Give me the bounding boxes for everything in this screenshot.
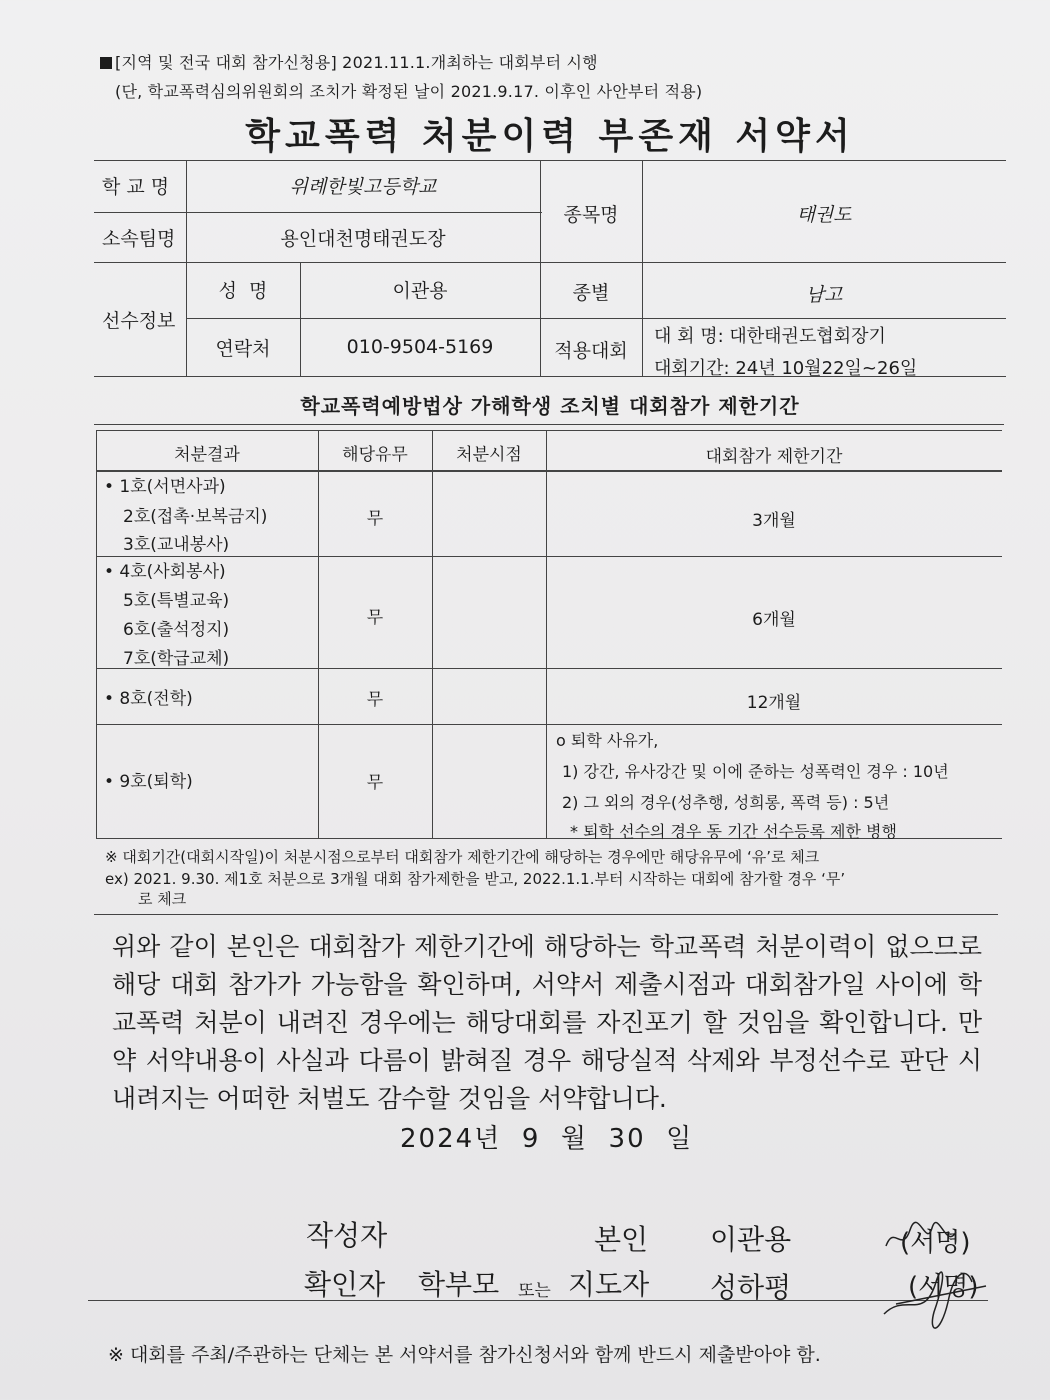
table-vdivider <box>432 430 433 838</box>
table-top-border <box>96 430 1002 431</box>
pledge-date: 2024년 9 월 30 일 <box>400 1124 694 1154</box>
table-vdivider <box>546 430 547 838</box>
name-value: 이관용 <box>392 280 448 302</box>
table-cell-period-line: 1) 강간, 유사강간 및 이에 준하는 성폭력인 경우 : 10년 <box>562 762 949 781</box>
table-cell-period-line: 2) 그 외의 경우(성추행, 성희롱, 폭력 등) : 5년 <box>562 793 890 812</box>
table-cell-period: 6개월 <box>752 610 796 630</box>
footer-note: ※ 대회를 주최/주관하는 단체는 본 서약서를 참가신청서와 함께 반드시 제출받아야 함. <box>108 1344 821 1366</box>
team-value: 용인대천명태권도장 <box>280 228 446 250</box>
coach-label: 지도자 <box>568 1268 650 1301</box>
info-divider <box>186 318 1006 319</box>
table-cell-item: 2호(접촉·보복금지) <box>123 507 268 527</box>
table-cell-period-line: o 퇴학 사유가, <box>556 731 659 750</box>
pledge-text: 위와 같이 본인은 대회참가 제한기간에 해당하는 학교폭력 처분이력이 없으므로 해당 대회 참가가 가능함을 확인하며, 서약서 제출시점과 대회참가일 사이에 학교폭력 처분이 내려진 경우에는 해당대회를 자진포기 할 것임을 확인합니다. 만약 서약내용이 사실과 다름이 밝혀질 경우 해당실적 삭제와 부정선수로 판단 시 내려지는 어떠한 처벌도 감수할 것임을 서약합니다. <box>112 932 982 1113</box>
subtitle-underline <box>94 424 1004 425</box>
table-cell-period-line: * 퇴학 선수의 경우 동 기간 선수등록 제한 병행 <box>570 822 897 841</box>
table-cell-item: 5호(특별교육) <box>123 591 230 611</box>
table-row-divider <box>96 724 1002 725</box>
column-header: 처분결과 <box>174 445 240 465</box>
writer-label: 작성자 <box>306 1219 388 1252</box>
table-cell-item: • 8호(전학) <box>104 689 193 709</box>
contact-label: 연락처 <box>215 338 271 360</box>
column-header: 해당유무 <box>342 445 408 465</box>
handwritten-signature-confirmer <box>876 1252 996 1342</box>
signature-underline <box>88 1300 988 1301</box>
column-header: 대회참가 제한기간 <box>705 447 843 467</box>
table-row-divider <box>96 556 1002 557</box>
team-label: 소속팀명 <box>102 228 176 250</box>
school-label: 학 교 명 <box>102 176 170 198</box>
table-vdivider <box>96 430 97 838</box>
writer-sign-label: (서명) <box>900 1228 971 1258</box>
table-cell-item: • 1호(서면사과) <box>104 477 226 497</box>
or-label: 또는 <box>518 1281 551 1301</box>
restriction-title: 학교폭력예방법상 가해학생 조치별 대회참가 제한기간 <box>300 394 800 418</box>
confirmer-label: 확인자 <box>304 1268 386 1301</box>
event-label: 적용대회 <box>554 340 628 362</box>
table-cell-item: • 4호(사회봉사) <box>104 562 226 582</box>
table-header-border <box>96 470 1002 472</box>
parent-label: 학부모 <box>418 1268 500 1301</box>
writer-name: 이관용 <box>710 1223 792 1256</box>
gender-value: 남고 <box>805 284 843 306</box>
notice-line-1 <box>100 50 598 73</box>
column-header: 처분시점 <box>456 445 522 465</box>
info-divider <box>94 262 1006 263</box>
table-cell-applicable: 무 <box>366 690 384 710</box>
name-label: 성 명 <box>218 280 268 302</box>
note-1: ※ 대회기간(대회시작일)이 처분시점으로부터 대회참가 제한기간에 해당하는 경우에만 해당유무에 ‘유’로 체크 <box>105 848 820 866</box>
event-period: 대회기간: 24년 10월22일~26일 <box>654 358 918 379</box>
self-label: 본인 <box>594 1223 649 1256</box>
contact-value: 010-9504-5169 <box>346 336 494 358</box>
table-cell-item: 7호(학급교체) <box>123 649 230 669</box>
player-info-label: 선수정보 <box>102 310 176 332</box>
table-cell-item: 6호(출석정지) <box>123 620 230 640</box>
document-title: 학교폭력 처분이력 부존재 서약서 <box>245 116 855 157</box>
note-2: ex) 2021. 9.30. 제1호 처분으로 3개월 대회 참가제한을 받고, 2022.1.1.부터 시작하는 대회에 참가할 경우 ‘무’ <box>105 870 846 888</box>
info-divider <box>94 212 542 213</box>
table-cell-period: 12개월 <box>746 693 802 713</box>
confirmer-name: 성하평 <box>710 1271 792 1304</box>
table-cell-applicable: 무 <box>366 608 384 628</box>
table-cell-item: • 9호(퇴학) <box>104 772 193 792</box>
event-name: 대 회 명: 대한태권도협회장기 <box>654 326 886 347</box>
table-cell-applicable: 무 <box>366 773 384 793</box>
school-value: 위례한빛고등학교 <box>289 176 437 198</box>
gender-label: 종별 <box>572 282 610 304</box>
notes-divider <box>94 914 998 915</box>
table-cell-period: 3개월 <box>752 511 796 531</box>
sport-value: 태권도 <box>796 204 852 226</box>
notice-line-2: (단, 학교폭력심의위원회의 조치가 확정된 날이 2021.9.17. 이후인 사안부터 적용) <box>115 82 703 101</box>
square-bullet-icon <box>100 57 112 69</box>
notice-text-1: [지역 및 전국 대회 참가신청용] 2021.11.1.개최하는 대회부터 시행 <box>115 53 598 72</box>
table-cell-item: 3호(교내봉사) <box>123 535 230 555</box>
table-row-divider <box>96 668 1002 669</box>
note-3: 로 체크 <box>138 890 187 908</box>
sport-label: 종목명 <box>563 204 619 226</box>
confirmer-sign-label: (서명) <box>908 1272 979 1302</box>
info-vdivider <box>642 160 643 376</box>
info-table-top-border <box>94 160 1006 161</box>
table-cell-applicable: 무 <box>366 509 384 529</box>
